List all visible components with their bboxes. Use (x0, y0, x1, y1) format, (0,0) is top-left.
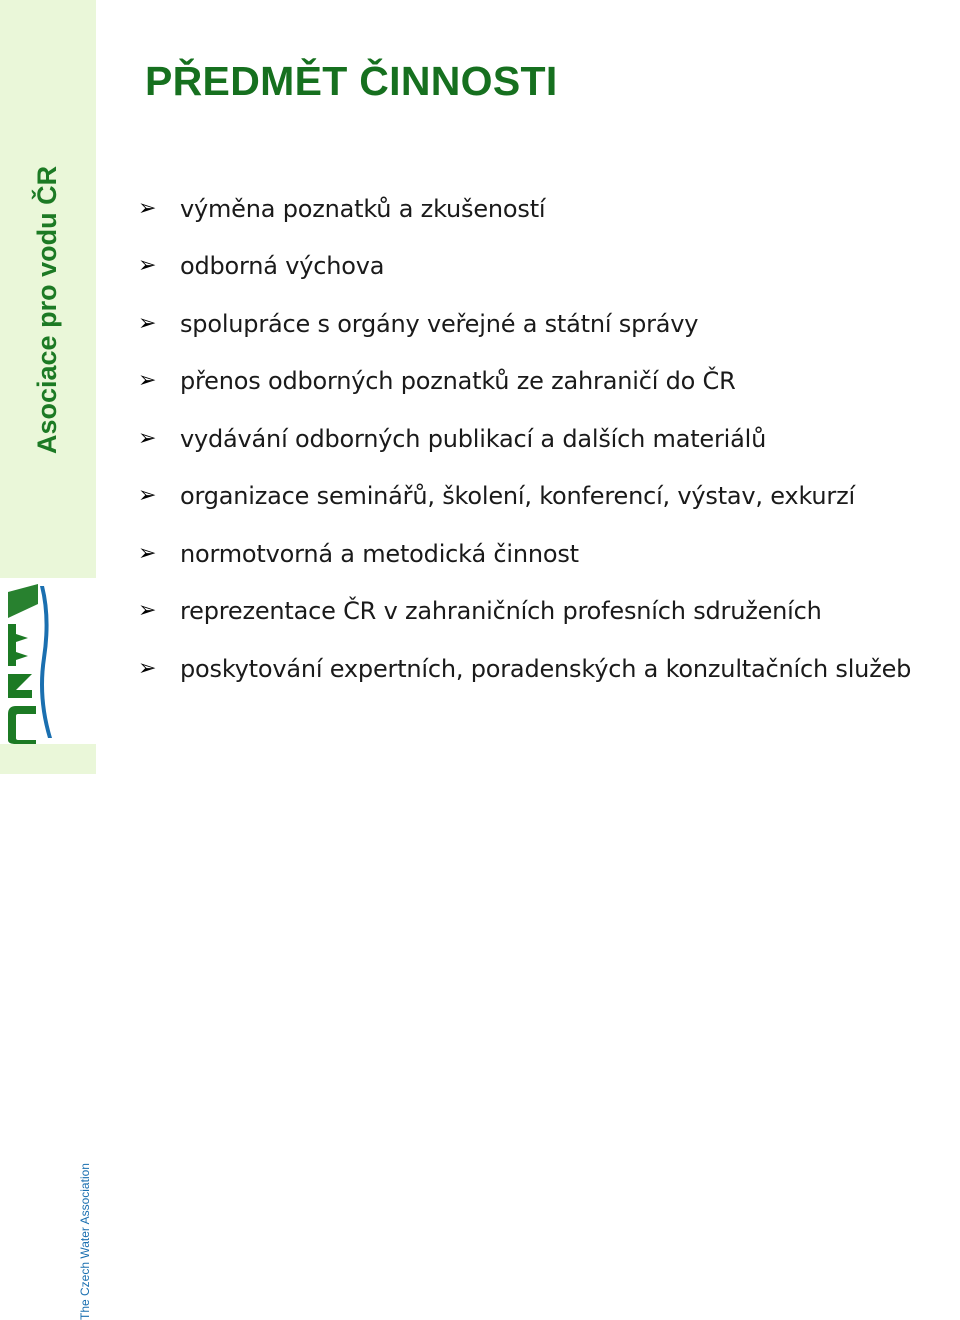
page-title: PŘEDMĚT ČINNOSTI (145, 58, 558, 104)
arrow-bullet-icon: ➢ (138, 598, 157, 624)
arrow-bullet-icon: ➢ (138, 253, 157, 279)
arrow-bullet-icon: ➢ (138, 368, 157, 394)
czwa-logo (0, 578, 96, 1320)
list-item: ➢ poskytování expertních, poradenských a konzultačních služeb (138, 654, 912, 683)
arrow-bullet-icon: ➢ (138, 310, 157, 336)
list-item: ➢ výměna poznatků a zkušeností (138, 194, 546, 223)
list-item: ➢ reprezentace ČR v zahraničních profesních sdruženích (138, 597, 822, 626)
czwa-logo-mark (2, 578, 68, 744)
arrow-bullet-icon: ➢ (138, 425, 157, 451)
list-item: ➢ vydávání odborných publikací a dalších materiálů (138, 424, 767, 453)
list-item: ➢ odborná výchova (138, 252, 385, 281)
list-item: ➢ normotvorná a metodická činnost (138, 539, 579, 568)
logo-subtitle: The Czech Water Association (78, 1163, 92, 1320)
organization-name: Asociace pro vodu ČR (32, 165, 62, 454)
list-item: ➢ přenos odborných poznatků ze zahraničí do ČR (138, 367, 736, 396)
activity-list (138, 180, 911, 698)
arrow-bullet-icon: ➢ (138, 483, 157, 509)
arrow-bullet-icon: ➢ (138, 195, 157, 221)
list-item: ➢ organizace seminářů, školení, konferencí, výstav, exkurzí (138, 482, 855, 511)
list-item: ➢ spolupráce s orgány veřejné a státní správy (138, 309, 699, 338)
arrow-bullet-icon: ➢ (138, 655, 157, 681)
arrow-bullet-icon: ➢ (138, 540, 157, 566)
